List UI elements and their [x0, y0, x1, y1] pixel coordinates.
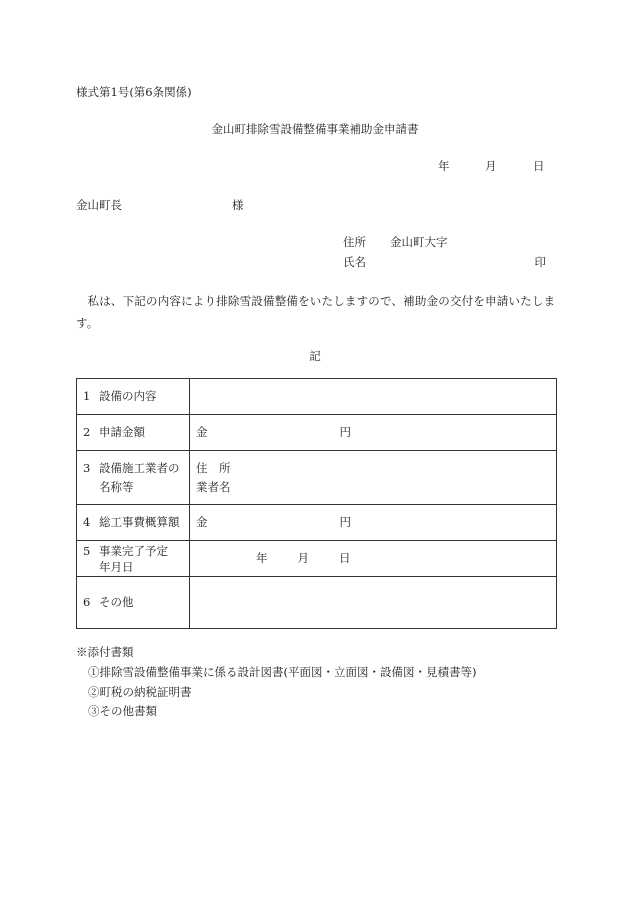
row-label: 1 設備の内容: [77, 379, 190, 415]
list-item: ①排除雪設備整備事業に係る設計図書(平面図・立面図・設備図・見積書等): [88, 665, 477, 679]
table-row-equipment: [77, 379, 557, 415]
application-statement: 私は、下記の内容により排除雪設備整備をいたしますので、補助金の交付を申請いたします。: [76, 294, 556, 330]
recipient-honorific: 様: [232, 198, 244, 212]
name-label: 氏名: [343, 255, 366, 269]
total-cost-cell: 金 円: [190, 505, 557, 541]
application-details-table: [76, 378, 557, 629]
date-month: 月: [485, 159, 497, 173]
row-label: 3 設備施工業者の 名称等: [77, 451, 190, 505]
recipient-name: 金山町長: [76, 198, 122, 212]
address-value: 金山町大字: [390, 235, 448, 249]
amount-cell: 金 円: [190, 415, 557, 451]
equipment-content-cell: [190, 379, 557, 415]
form-number: 様式第1号(第6条関係): [76, 85, 192, 99]
table-row-total-cost: [77, 505, 557, 541]
contractor-cell: 住 所 業者名: [190, 451, 557, 505]
row-label: 2 申請金額: [77, 415, 190, 451]
applicant-name: [343, 256, 546, 270]
address-label: 住所: [343, 235, 366, 249]
row-label: 6 その他: [77, 577, 190, 629]
ki-heading: 記: [309, 349, 321, 363]
date-day: 日: [533, 159, 545, 173]
date-year: 年: [438, 159, 450, 173]
other-cell: [190, 577, 557, 629]
list-item: ③その他書類: [88, 704, 157, 718]
attachments-list: [88, 663, 476, 722]
row-label: 5 事業完了予定 年月日: [77, 541, 190, 577]
attachments-heading: ※添付書類: [76, 645, 134, 659]
table-row-other: [77, 577, 557, 629]
table-row-contractor: [77, 451, 557, 505]
row-label: 4 総工事費概算額: [77, 505, 190, 541]
completion-date-cell: 年 月 日: [190, 541, 557, 577]
document-title: 金山町排除雪設備整備事業補助金申請書: [211, 122, 419, 136]
table-row-completion-date: [77, 541, 557, 577]
table-row-amount: [77, 415, 557, 451]
list-item: ②町税の納税証明書: [88, 684, 192, 699]
applicant-address: [343, 235, 448, 250]
seal-mark: 印: [534, 255, 546, 269]
recipient-line: [76, 198, 244, 213]
